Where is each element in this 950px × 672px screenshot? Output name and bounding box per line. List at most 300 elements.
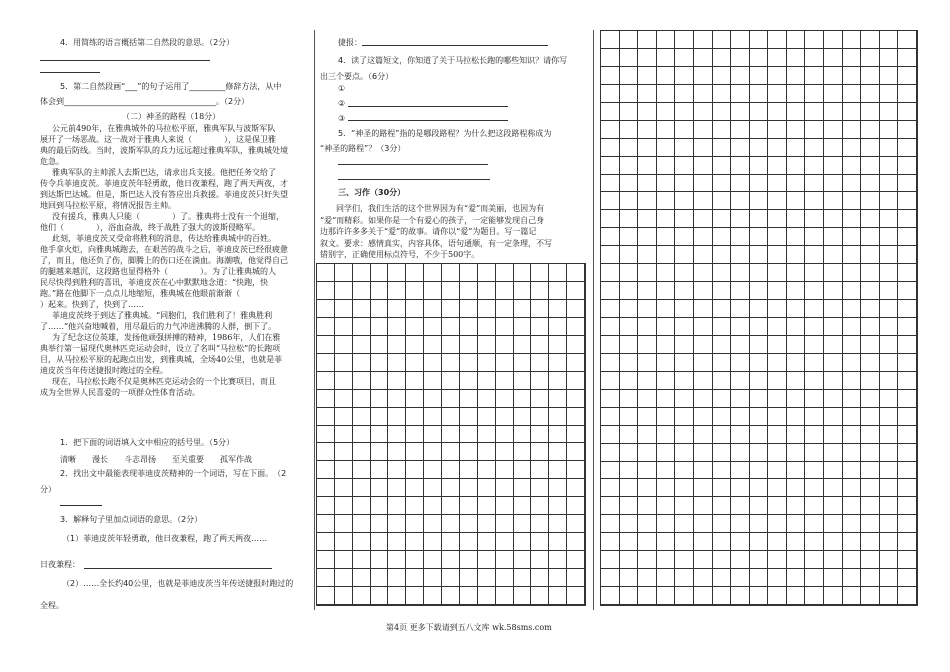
grid-cell[interactable]: [675, 103, 694, 121]
grid-cell[interactable]: [713, 228, 732, 246]
grid-cell[interactable]: [620, 479, 639, 497]
grid-cell[interactable]: [638, 192, 657, 210]
grid-cell[interactable]: [731, 67, 750, 85]
grid-cell[interactable]: [713, 444, 732, 462]
grid-cell[interactable]: [675, 139, 694, 157]
grid-cell[interactable]: [335, 390, 353, 408]
grid-cell[interactable]: [460, 569, 478, 587]
grid-cell[interactable]: [694, 264, 713, 282]
grid-cell[interactable]: [353, 354, 371, 372]
grid-cell[interactable]: [601, 300, 620, 318]
grid-cell[interactable]: [601, 67, 620, 85]
grid-cell[interactable]: [388, 282, 406, 300]
grid-cell[interactable]: [442, 318, 460, 336]
grid-cell[interactable]: [424, 372, 442, 390]
grid-cell[interactable]: [898, 246, 917, 264]
grid-cell[interactable]: [713, 408, 732, 426]
grid-cell[interactable]: [861, 192, 880, 210]
grid-cell[interactable]: [713, 192, 732, 210]
grid-cell[interactable]: [442, 264, 460, 282]
grid-cell[interactable]: [496, 336, 514, 354]
grid-cell[interactable]: [514, 426, 532, 444]
grid-cell[interactable]: [880, 444, 899, 462]
grid-cell[interactable]: [549, 497, 567, 515]
grid-cell[interactable]: [861, 497, 880, 515]
grid-cell[interactable]: [805, 103, 824, 121]
grid-cell[interactable]: [898, 462, 917, 480]
grid-cell[interactable]: [638, 228, 657, 246]
grid-cell[interactable]: [657, 372, 676, 390]
grid-cell[interactable]: [353, 533, 371, 551]
grid-cell[interactable]: [694, 192, 713, 210]
grid-cell[interactable]: [601, 246, 620, 264]
grid-cell[interactable]: [601, 175, 620, 193]
grid-cell[interactable]: [694, 49, 713, 67]
grid-cell[interactable]: [601, 121, 620, 139]
grid-cell[interactable]: [824, 282, 843, 300]
grid-cell[interactable]: [638, 103, 657, 121]
grid-cell[interactable]: [750, 444, 769, 462]
grid-cell[interactable]: [442, 569, 460, 587]
grid-cell[interactable]: [638, 390, 657, 408]
grid-cell[interactable]: [657, 67, 676, 85]
grid-cell[interactable]: [675, 569, 694, 587]
grid-cell[interactable]: [601, 157, 620, 175]
grid-cell[interactable]: [694, 551, 713, 569]
grid-cell[interactable]: [406, 479, 424, 497]
grid-cell[interactable]: [371, 497, 389, 515]
grid-cell[interactable]: [317, 443, 335, 461]
grid-cell[interactable]: [638, 300, 657, 318]
grid-cell[interactable]: [768, 390, 787, 408]
grid-cell[interactable]: [787, 426, 806, 444]
grid-cell[interactable]: [731, 354, 750, 372]
grid-cell[interactable]: [824, 121, 843, 139]
grid-cell[interactable]: [567, 390, 585, 408]
grid-cell[interactable]: [601, 390, 620, 408]
grid-cell[interactable]: [620, 228, 639, 246]
grid-cell[interactable]: [713, 157, 732, 175]
grid-cell[interactable]: [657, 192, 676, 210]
grid-cell[interactable]: [694, 282, 713, 300]
grid-cell[interactable]: [406, 372, 424, 390]
grid-cell[interactable]: [496, 282, 514, 300]
grid-cell[interactable]: [713, 515, 732, 533]
grid-cell[interactable]: [675, 192, 694, 210]
grid-cell[interactable]: [531, 336, 549, 354]
grid-cell[interactable]: [787, 497, 806, 515]
grid-cell[interactable]: [424, 318, 442, 336]
grid-cell[interactable]: [638, 318, 657, 336]
grid-cell[interactable]: [335, 461, 353, 479]
grid-cell[interactable]: [768, 479, 787, 497]
grid-cell[interactable]: [898, 515, 917, 533]
grid-cell[interactable]: [657, 175, 676, 193]
grid-cell[interactable]: [620, 497, 639, 515]
grid-cell[interactable]: [824, 300, 843, 318]
grid-cell[interactable]: [861, 444, 880, 462]
grid-cell[interactable]: [843, 139, 862, 157]
grid-cell[interactable]: [713, 210, 732, 228]
grid-cell[interactable]: [353, 497, 371, 515]
grid-cell[interactable]: [843, 426, 862, 444]
grid-cell[interactable]: [514, 533, 532, 551]
grid-cell[interactable]: [567, 300, 585, 318]
grid-cell[interactable]: [731, 515, 750, 533]
grid-cell[interactable]: [805, 31, 824, 49]
grid-cell[interactable]: [731, 121, 750, 139]
grid-cell[interactable]: [768, 372, 787, 390]
grid-cell[interactable]: [424, 443, 442, 461]
grid-cell[interactable]: [694, 175, 713, 193]
grid-cell[interactable]: [805, 282, 824, 300]
grid-cell[interactable]: [713, 372, 732, 390]
grid-cell[interactable]: [898, 497, 917, 515]
grid-cell[interactable]: [768, 587, 787, 605]
grid-cell[interactable]: [549, 533, 567, 551]
grid-cell[interactable]: [805, 121, 824, 139]
grid-cell[interactable]: [787, 121, 806, 139]
grid-cell[interactable]: [620, 85, 639, 103]
grid-cell[interactable]: [620, 372, 639, 390]
grid-cell[interactable]: [880, 426, 899, 444]
grid-cell[interactable]: [335, 587, 353, 605]
grid-cell[interactable]: [713, 354, 732, 372]
grid-cell[interactable]: [675, 31, 694, 49]
grid-cell[interactable]: [657, 515, 676, 533]
grid-cell[interactable]: [388, 569, 406, 587]
grid-cell[interactable]: [620, 264, 639, 282]
grid-cell[interactable]: [496, 354, 514, 372]
grid-cell[interactable]: [768, 533, 787, 551]
grid-cell[interactable]: [861, 462, 880, 480]
grid-cell[interactable]: [620, 390, 639, 408]
grid-cell[interactable]: [750, 426, 769, 444]
grid-cell[interactable]: [824, 569, 843, 587]
grid-cell[interactable]: [638, 157, 657, 175]
grid-cell[interactable]: [768, 408, 787, 426]
grid-cell[interactable]: [353, 587, 371, 605]
grid-cell[interactable]: [406, 390, 424, 408]
grid-cell[interactable]: [768, 318, 787, 336]
grid-cell[interactable]: [496, 569, 514, 587]
grid-cell[interactable]: [787, 408, 806, 426]
grid-cell[interactable]: [601, 282, 620, 300]
grid-cell[interactable]: [824, 533, 843, 551]
grid-cell[interactable]: [335, 300, 353, 318]
grid-cell[interactable]: [694, 210, 713, 228]
grid-cell[interactable]: [694, 336, 713, 354]
grid-cell[interactable]: [713, 587, 732, 605]
grid-cell[interactable]: [478, 372, 496, 390]
grid-cell[interactable]: [750, 85, 769, 103]
grid-cell[interactable]: [657, 49, 676, 67]
grid-cell[interactable]: [861, 157, 880, 175]
grid-cell[interactable]: [898, 390, 917, 408]
grid-cell[interactable]: [620, 192, 639, 210]
grid-cell[interactable]: [388, 533, 406, 551]
grid-cell[interactable]: [657, 569, 676, 587]
grid-cell[interactable]: [531, 551, 549, 569]
grid-cell[interactable]: [787, 264, 806, 282]
grid-cell[interactable]: [442, 282, 460, 300]
grid-cell[interactable]: [824, 246, 843, 264]
grid-cell[interactable]: [898, 49, 917, 67]
grid-cell[interactable]: [713, 282, 732, 300]
grid-cell[interactable]: [496, 372, 514, 390]
grid-cell[interactable]: [567, 515, 585, 533]
grid-cell[interactable]: [843, 408, 862, 426]
grid-cell[interactable]: [531, 318, 549, 336]
grid-cell[interactable]: [694, 444, 713, 462]
grid-cell[interactable]: [880, 246, 899, 264]
grid-cell[interactable]: [843, 569, 862, 587]
grid-cell[interactable]: [694, 139, 713, 157]
grid-cell[interactable]: [460, 318, 478, 336]
grid-cell[interactable]: [861, 175, 880, 193]
grid-cell[interactable]: [424, 264, 442, 282]
grid-cell[interactable]: [478, 408, 496, 426]
grid-cell[interactable]: [442, 497, 460, 515]
grid-cell[interactable]: [694, 569, 713, 587]
grid-cell[interactable]: [731, 264, 750, 282]
grid-cell[interactable]: [768, 300, 787, 318]
grid-cell[interactable]: [601, 444, 620, 462]
grid-cell[interactable]: [317, 372, 335, 390]
grid-cell[interactable]: [442, 408, 460, 426]
grid-cell[interactable]: [460, 282, 478, 300]
grid-cell[interactable]: [675, 408, 694, 426]
grid-cell[interactable]: [750, 497, 769, 515]
grid-cell[interactable]: [675, 67, 694, 85]
grid-cell[interactable]: [880, 264, 899, 282]
grid-cell[interactable]: [861, 246, 880, 264]
grid-cell[interactable]: [620, 587, 639, 605]
grid-cell[interactable]: [750, 354, 769, 372]
grid-cell[interactable]: [880, 49, 899, 67]
grid-cell[interactable]: [442, 515, 460, 533]
grid-cell[interactable]: [424, 336, 442, 354]
grid-cell[interactable]: [388, 318, 406, 336]
grid-cell[interactable]: [371, 533, 389, 551]
grid-cell[interactable]: [675, 210, 694, 228]
grid-cell[interactable]: [567, 318, 585, 336]
grid-cell[interactable]: [549, 264, 567, 282]
grid-cell[interactable]: [731, 372, 750, 390]
writing-grid-right[interactable]: [600, 30, 918, 606]
grid-cell[interactable]: [657, 462, 676, 480]
grid-cell[interactable]: [620, 569, 639, 587]
grid-cell[interactable]: [880, 462, 899, 480]
grid-cell[interactable]: [843, 336, 862, 354]
grid-cell[interactable]: [514, 264, 532, 282]
grid-cell[interactable]: [675, 390, 694, 408]
grid-cell[interactable]: [805, 228, 824, 246]
grid-cell[interactable]: [317, 497, 335, 515]
grid-cell[interactable]: [768, 246, 787, 264]
grid-cell[interactable]: [898, 67, 917, 85]
grid-cell[interactable]: [478, 318, 496, 336]
grid-cell[interactable]: [353, 300, 371, 318]
grid-cell[interactable]: [549, 336, 567, 354]
grid-cell[interactable]: [601, 210, 620, 228]
grid-cell[interactable]: [880, 228, 899, 246]
grid-cell[interactable]: [731, 139, 750, 157]
grid-cell[interactable]: [371, 515, 389, 533]
grid-cell[interactable]: [531, 390, 549, 408]
grid-cell[interactable]: [861, 31, 880, 49]
grid-cell[interactable]: [388, 264, 406, 282]
grid-cell[interactable]: [531, 533, 549, 551]
grid-cell[interactable]: [657, 533, 676, 551]
grid-cell[interactable]: [787, 479, 806, 497]
grid-cell[interactable]: [549, 515, 567, 533]
grid-cell[interactable]: [657, 551, 676, 569]
grid-cell[interactable]: [713, 67, 732, 85]
grid-cell[interactable]: [638, 210, 657, 228]
grid-cell[interactable]: [601, 408, 620, 426]
grid-cell[interactable]: [787, 31, 806, 49]
grid-cell[interactable]: [620, 67, 639, 85]
grid-cell[interactable]: [638, 587, 657, 605]
grid-cell[interactable]: [549, 390, 567, 408]
grid-cell[interactable]: [805, 336, 824, 354]
grid-cell[interactable]: [898, 300, 917, 318]
grid-cell[interactable]: [843, 103, 862, 121]
grid-cell[interactable]: [768, 551, 787, 569]
grid-cell[interactable]: [750, 121, 769, 139]
grid-cell[interactable]: [601, 336, 620, 354]
grid-cell[interactable]: [317, 282, 335, 300]
grid-cell[interactable]: [442, 587, 460, 605]
grid-cell[interactable]: [406, 336, 424, 354]
grid-cell[interactable]: [861, 103, 880, 121]
grid-cell[interactable]: [768, 175, 787, 193]
grid-cell[interactable]: [787, 462, 806, 480]
grid-cell[interactable]: [317, 300, 335, 318]
grid-cell[interactable]: [388, 300, 406, 318]
grid-cell[interactable]: [657, 587, 676, 605]
grid-cell[interactable]: [824, 444, 843, 462]
grid-cell[interactable]: [750, 31, 769, 49]
grid-cell[interactable]: [787, 282, 806, 300]
grid-cell[interactable]: [843, 210, 862, 228]
grid-cell[interactable]: [424, 479, 442, 497]
grid-cell[interactable]: [731, 551, 750, 569]
grid-cell[interactable]: [787, 390, 806, 408]
grid-cell[interactable]: [675, 336, 694, 354]
grid-cell[interactable]: [620, 157, 639, 175]
grid-cell[interactable]: [824, 31, 843, 49]
grid-cell[interactable]: [880, 569, 899, 587]
grid-cell[interactable]: [750, 282, 769, 300]
grid-cell[interactable]: [460, 300, 478, 318]
grid-cell[interactable]: [460, 354, 478, 372]
grid-cell[interactable]: [880, 157, 899, 175]
grid-cell[interactable]: [768, 49, 787, 67]
grid-cell[interactable]: [675, 228, 694, 246]
grid-cell[interactable]: [657, 31, 676, 49]
grid-cell[interactable]: [694, 390, 713, 408]
grid-cell[interactable]: [353, 372, 371, 390]
grid-cell[interactable]: [843, 192, 862, 210]
grid-cell[interactable]: [657, 157, 676, 175]
grid-cell[interactable]: [768, 85, 787, 103]
grid-cell[interactable]: [843, 157, 862, 175]
grid-cell[interactable]: [620, 210, 639, 228]
grid-cell[interactable]: [442, 443, 460, 461]
grid-cell[interactable]: [880, 408, 899, 426]
grid-cell[interactable]: [750, 67, 769, 85]
grid-cell[interactable]: [601, 479, 620, 497]
grid-cell[interactable]: [424, 408, 442, 426]
grid-cell[interactable]: [805, 533, 824, 551]
grid-cell[interactable]: [496, 300, 514, 318]
grid-cell[interactable]: [657, 318, 676, 336]
grid-cell[interactable]: [750, 479, 769, 497]
grid-cell[interactable]: [843, 390, 862, 408]
grid-cell[interactable]: [694, 533, 713, 551]
grid-cell[interactable]: [388, 443, 406, 461]
grid-cell[interactable]: [805, 497, 824, 515]
grid-cell[interactable]: [567, 426, 585, 444]
grid-cell[interactable]: [805, 462, 824, 480]
grid-cell[interactable]: [388, 336, 406, 354]
grid-cell[interactable]: [880, 192, 899, 210]
grid-cell[interactable]: [750, 103, 769, 121]
grid-cell[interactable]: [675, 551, 694, 569]
grid-cell[interactable]: [353, 282, 371, 300]
grid-cell[interactable]: [861, 264, 880, 282]
grid-cell[interactable]: [861, 300, 880, 318]
grid-cell[interactable]: [898, 569, 917, 587]
grid-cell[interactable]: [731, 462, 750, 480]
grid-cell[interactable]: [694, 85, 713, 103]
grid-cell[interactable]: [787, 175, 806, 193]
grid-cell[interactable]: [353, 390, 371, 408]
grid-cell[interactable]: [898, 139, 917, 157]
grid-cell[interactable]: [675, 246, 694, 264]
grid-cell[interactable]: [620, 408, 639, 426]
grid-cell[interactable]: [824, 587, 843, 605]
grid-cell[interactable]: [371, 426, 389, 444]
grid-cell[interactable]: [496, 587, 514, 605]
grid-cell[interactable]: [514, 300, 532, 318]
grid-cell[interactable]: [675, 497, 694, 515]
grid-cell[interactable]: [424, 300, 442, 318]
grid-cell[interactable]: [843, 282, 862, 300]
grid-cell[interactable]: [675, 85, 694, 103]
grid-cell[interactable]: [335, 354, 353, 372]
grid-cell[interactable]: [750, 228, 769, 246]
grid-cell[interactable]: [638, 85, 657, 103]
grid-cell[interactable]: [713, 49, 732, 67]
grid-cell[interactable]: [750, 569, 769, 587]
grid-cell[interactable]: [657, 354, 676, 372]
grid-cell[interactable]: [805, 515, 824, 533]
grid-cell[interactable]: [861, 426, 880, 444]
grid-cell[interactable]: [335, 443, 353, 461]
grid-cell[interactable]: [601, 192, 620, 210]
grid-cell[interactable]: [549, 318, 567, 336]
grid-cell[interactable]: [805, 175, 824, 193]
grid-cell[interactable]: [861, 49, 880, 67]
grid-cell[interactable]: [713, 390, 732, 408]
grid-cell[interactable]: [406, 426, 424, 444]
grid-cell[interactable]: [805, 49, 824, 67]
grid-cell[interactable]: [787, 192, 806, 210]
grid-cell[interactable]: [675, 318, 694, 336]
